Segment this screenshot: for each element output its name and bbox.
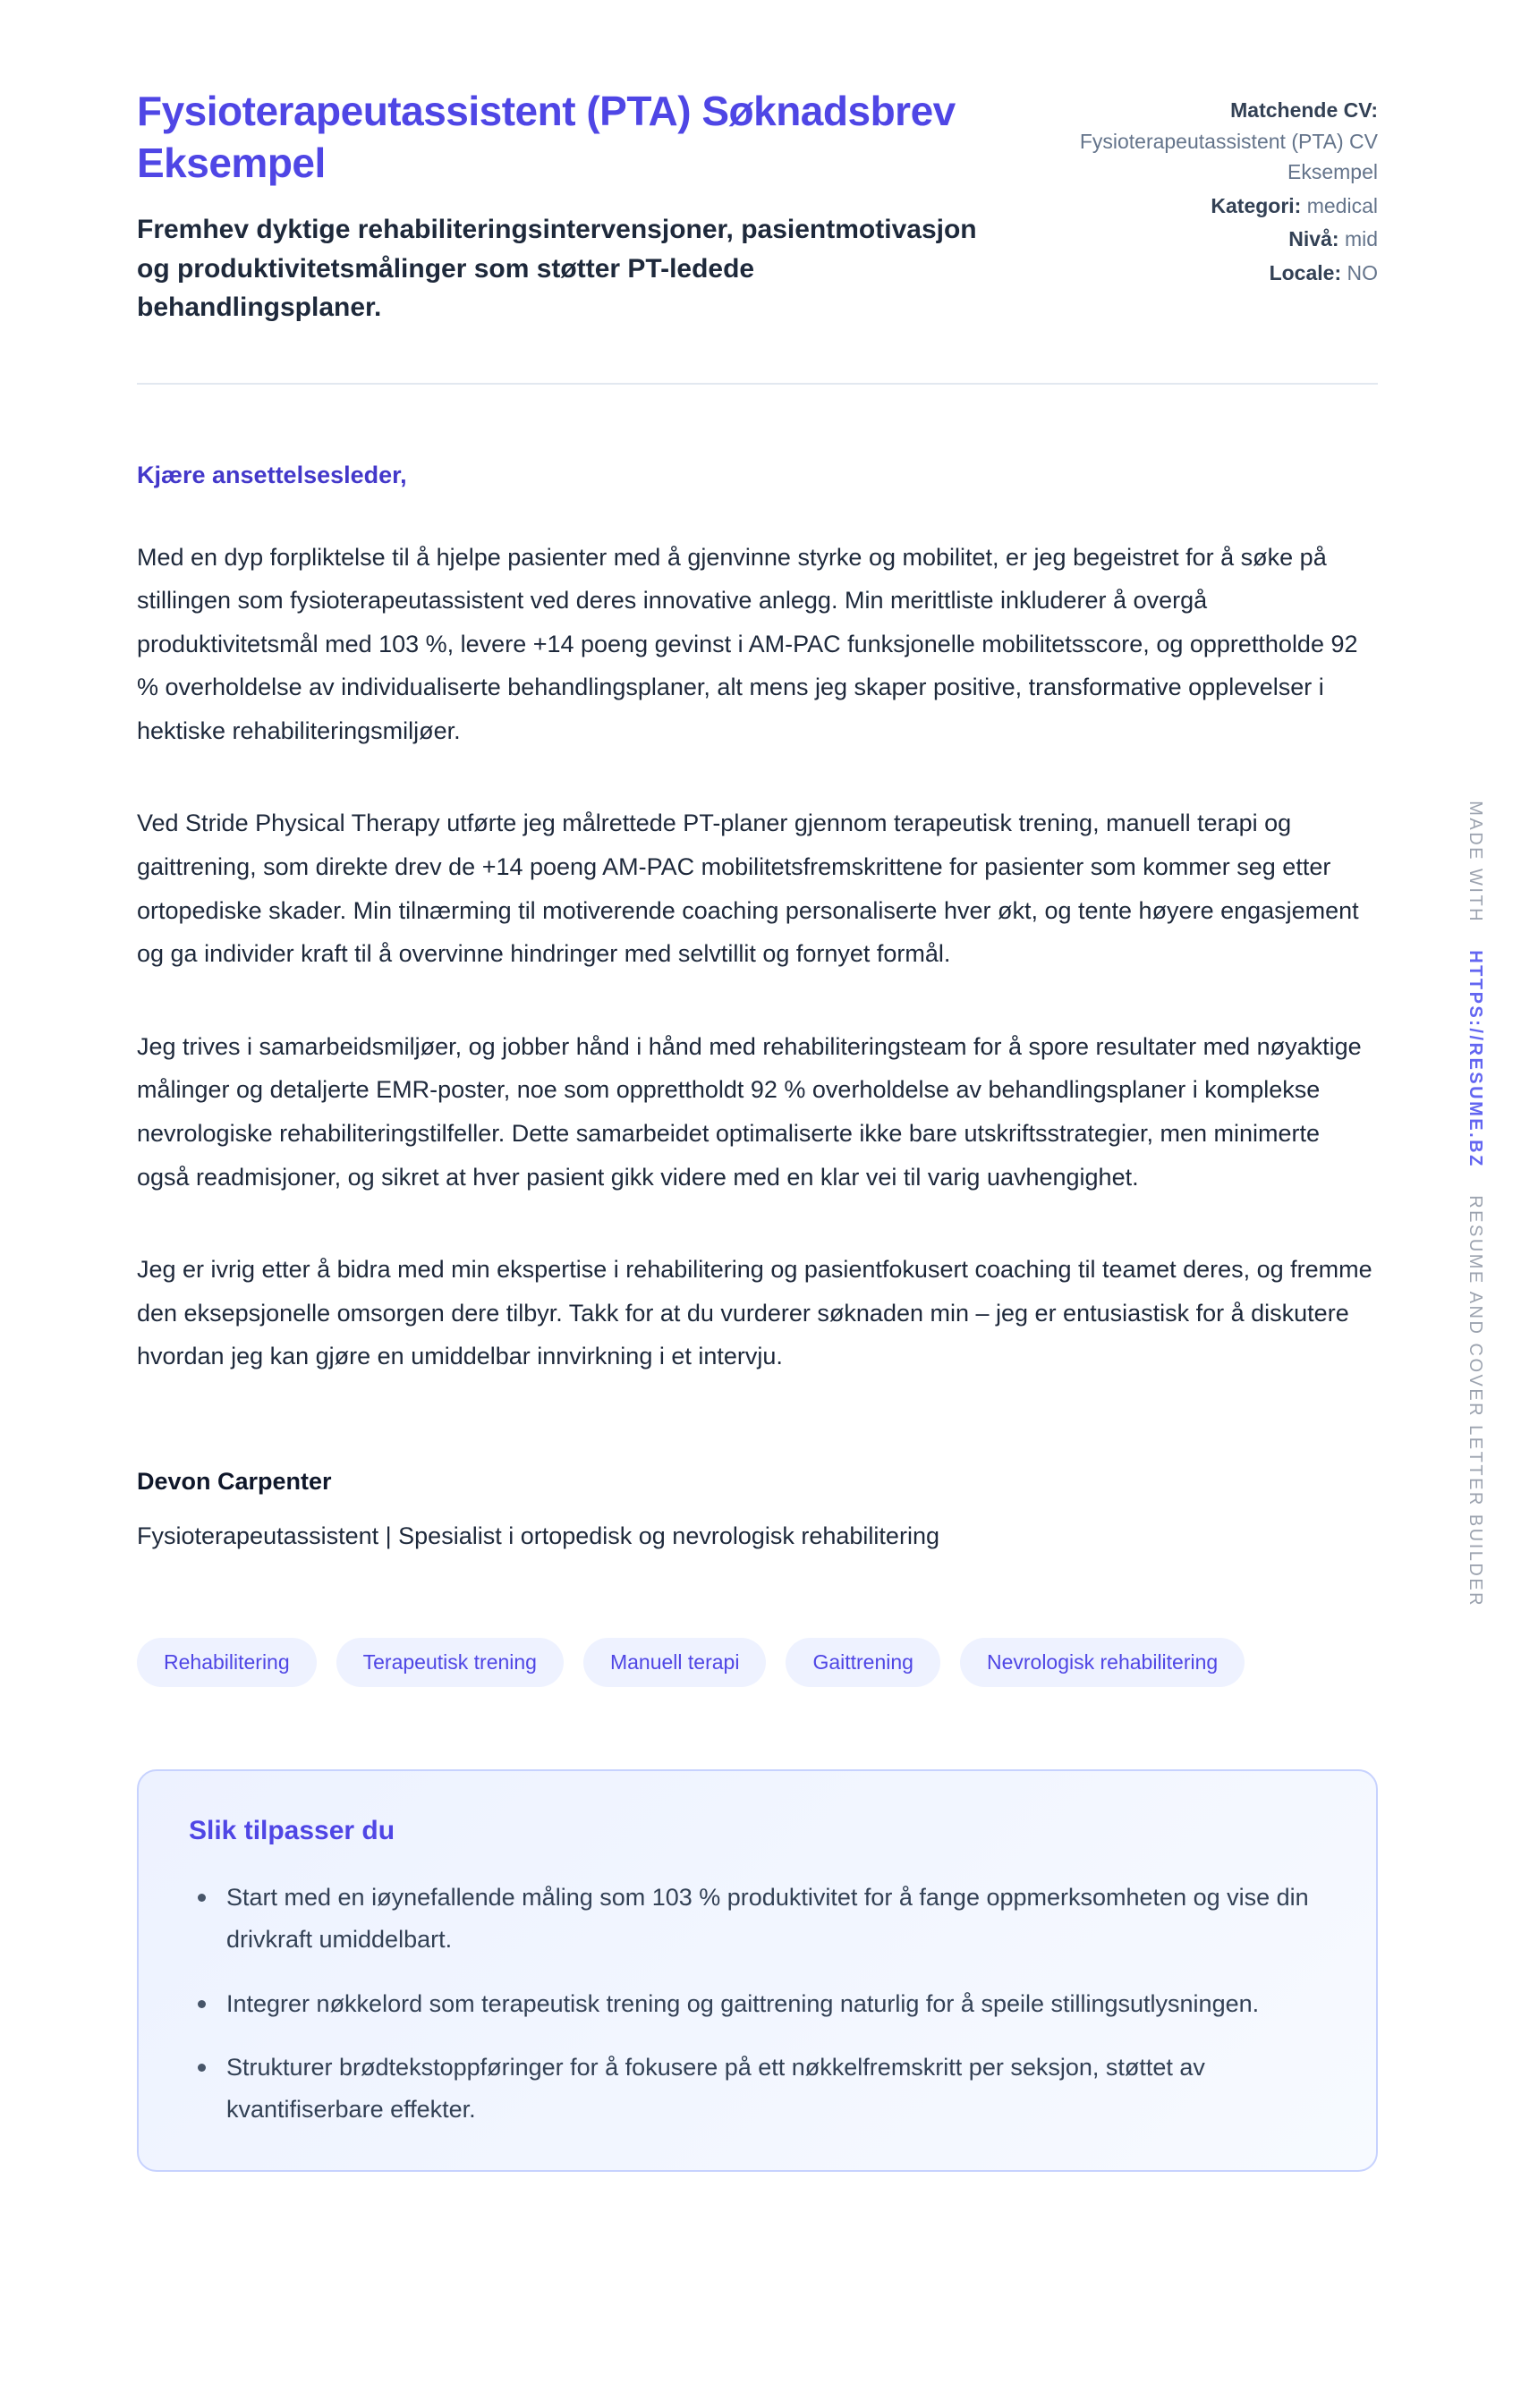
signature-title: Fysioterapeutassistent | Spesialist i ortopedisk og nevrologisk rehabilitering — [137, 1522, 939, 1549]
meta-value: medical — [1306, 193, 1378, 217]
letter-paragraph: Ved Stride Physical Therapy utførte jeg målrettede PT-planer gjennom terapeutisk trening, manuell terapi og gaittrening, som direkte drev de +14 poeng AM-PAC mobilitetsfremskrittene for pasienter som kommer seg etter ortopediske skader. Min tilnærming til motiverende coaching personaliserte hver økt, og tente høyere engasjement og ga individer kraft til å overvinne hindringer med selvtillit og fornyet formål. — [137, 810, 1359, 968]
skill-tag[interactable]: Manuell terapi — [583, 1638, 766, 1687]
meta-block — [1054, 86, 1378, 291]
skill-tags — [137, 1638, 1378, 1687]
meta-item — [1054, 95, 1378, 188]
tips-item: Strukturer brødtekstoppføringer for å fokusere på ett nøkkelfremskritt per seksjon, støttet av kvantifiserbare effekter. — [189, 2047, 1326, 2132]
tips-item: Integrer nøkkelord som terapeutisk trening og gaittrening naturlig for å speile stillingsutlysningen. — [189, 1983, 1326, 2025]
letter-body — [137, 462, 1378, 1551]
letter-paragraphs — [137, 536, 1378, 1379]
watermark — [1465, 801, 1485, 1607]
page-subtitle: Fremhev dyktige rehabiliteringsintervensjoner, pasientmotivasjon og produktivitetsmålinger som støtter PT-ledede behandlingsplaner. — [137, 215, 977, 322]
meta-item — [1054, 258, 1378, 289]
tips-title: Slik tilpasser du — [189, 1816, 395, 1845]
tips-item: Start med en iøynefallende måling som 103 % produktivitet for å fange oppmerksomheten og vise din drivkraft umiddelbart. — [189, 1877, 1326, 1962]
header-title-block — [137, 86, 1000, 327]
tips-list — [189, 1877, 1326, 2131]
letter-paragraph: Jeg er ivrig etter å bidra med min ekspertise i rehabilitering og pasientfokusert coaching til teamet deres, og fremme den eksepsjonelle omsorgen dere tilbyr. Takk for at du vurderer søknaden min – jeg er entusiastisk for å diskutere hvordan jeg kan gjøre en umiddelbar innvirkning i et intervju. — [137, 1256, 1372, 1370]
tips-card — [137, 1769, 1378, 2172]
signature-name: Devon Carpenter — [137, 1468, 332, 1495]
watermark-suffix: RESUME AND COVER LETTER BUILDER — [1466, 1194, 1485, 1607]
page-header — [137, 86, 1378, 327]
skill-tag[interactable]: Rehabilitering — [137, 1638, 317, 1687]
meta-label: Kategori: — [1211, 193, 1302, 217]
meta-label: Nivå: — [1288, 227, 1339, 250]
skill-tag[interactable]: Terapeutisk trening — [336, 1638, 564, 1687]
meta-label: Locale: — [1269, 260, 1342, 284]
watermark-link[interactable]: HTTPS://RESUME.BZ — [1466, 950, 1485, 1168]
letter-paragraph: Jeg trives i samarbeidsmiljøer, og jobber hånd i hånd med rehabiliteringsteam for å spore resultater med nøyaktige målinger og detaljerte EMR-poster, noe som opprettholdt 92 % overholdelse av behandlingsplaner i komplekse nevrologiske rehabiliteringstilfeller. Dette samarbeidet optimaliserte ikke bare utskriftsstrategier, men minimerte også readmisjoner, og sikret at hver pasient gikk videre med en klar vei til varig uavhengighet. — [137, 1032, 1362, 1191]
meta-value: mid — [1344, 227, 1378, 250]
watermark-prefix: MADE WITH — [1466, 801, 1485, 924]
meta-value: Fysioterapeutassistent (PTA) CV Eksempel — [1079, 129, 1378, 183]
letter-greeting: Kjære ansettelsesleder, — [137, 461, 407, 488]
page-title: Fysioterapeutassistent (PTA) Søknadsbrev Eksempel — [137, 88, 956, 186]
meta-value: NO — [1347, 260, 1378, 284]
skill-tag[interactable]: Nevrologisk rehabilitering — [960, 1638, 1245, 1687]
meta-label: Matchende CV: — [1230, 98, 1378, 122]
header-divider — [137, 383, 1378, 385]
meta-item — [1054, 224, 1378, 255]
skill-tag[interactable]: Gaittrening — [786, 1638, 940, 1687]
letter-paragraph: Med en dyp forpliktelse til å hjelpe pasienter med å gjenvinne styrke og mobilitet, er jeg begeistret for å søke på stillingen som fysioterapeutassistent ved deres innovative anlegg. Min merittliste inkluderer å overgå produktivitetsmål med 103 %, levere +14 poeng gevinst i AM-PAC funksjonelle mobilitetsscore, og opprettholde 92 % overholdelse av individualiserte behandlingsplaner, alt mens jeg skaper positive, transformative opplevelser i hektiske rehabiliteringsmiljøer. — [137, 543, 1358, 744]
meta-item — [1054, 191, 1378, 222]
